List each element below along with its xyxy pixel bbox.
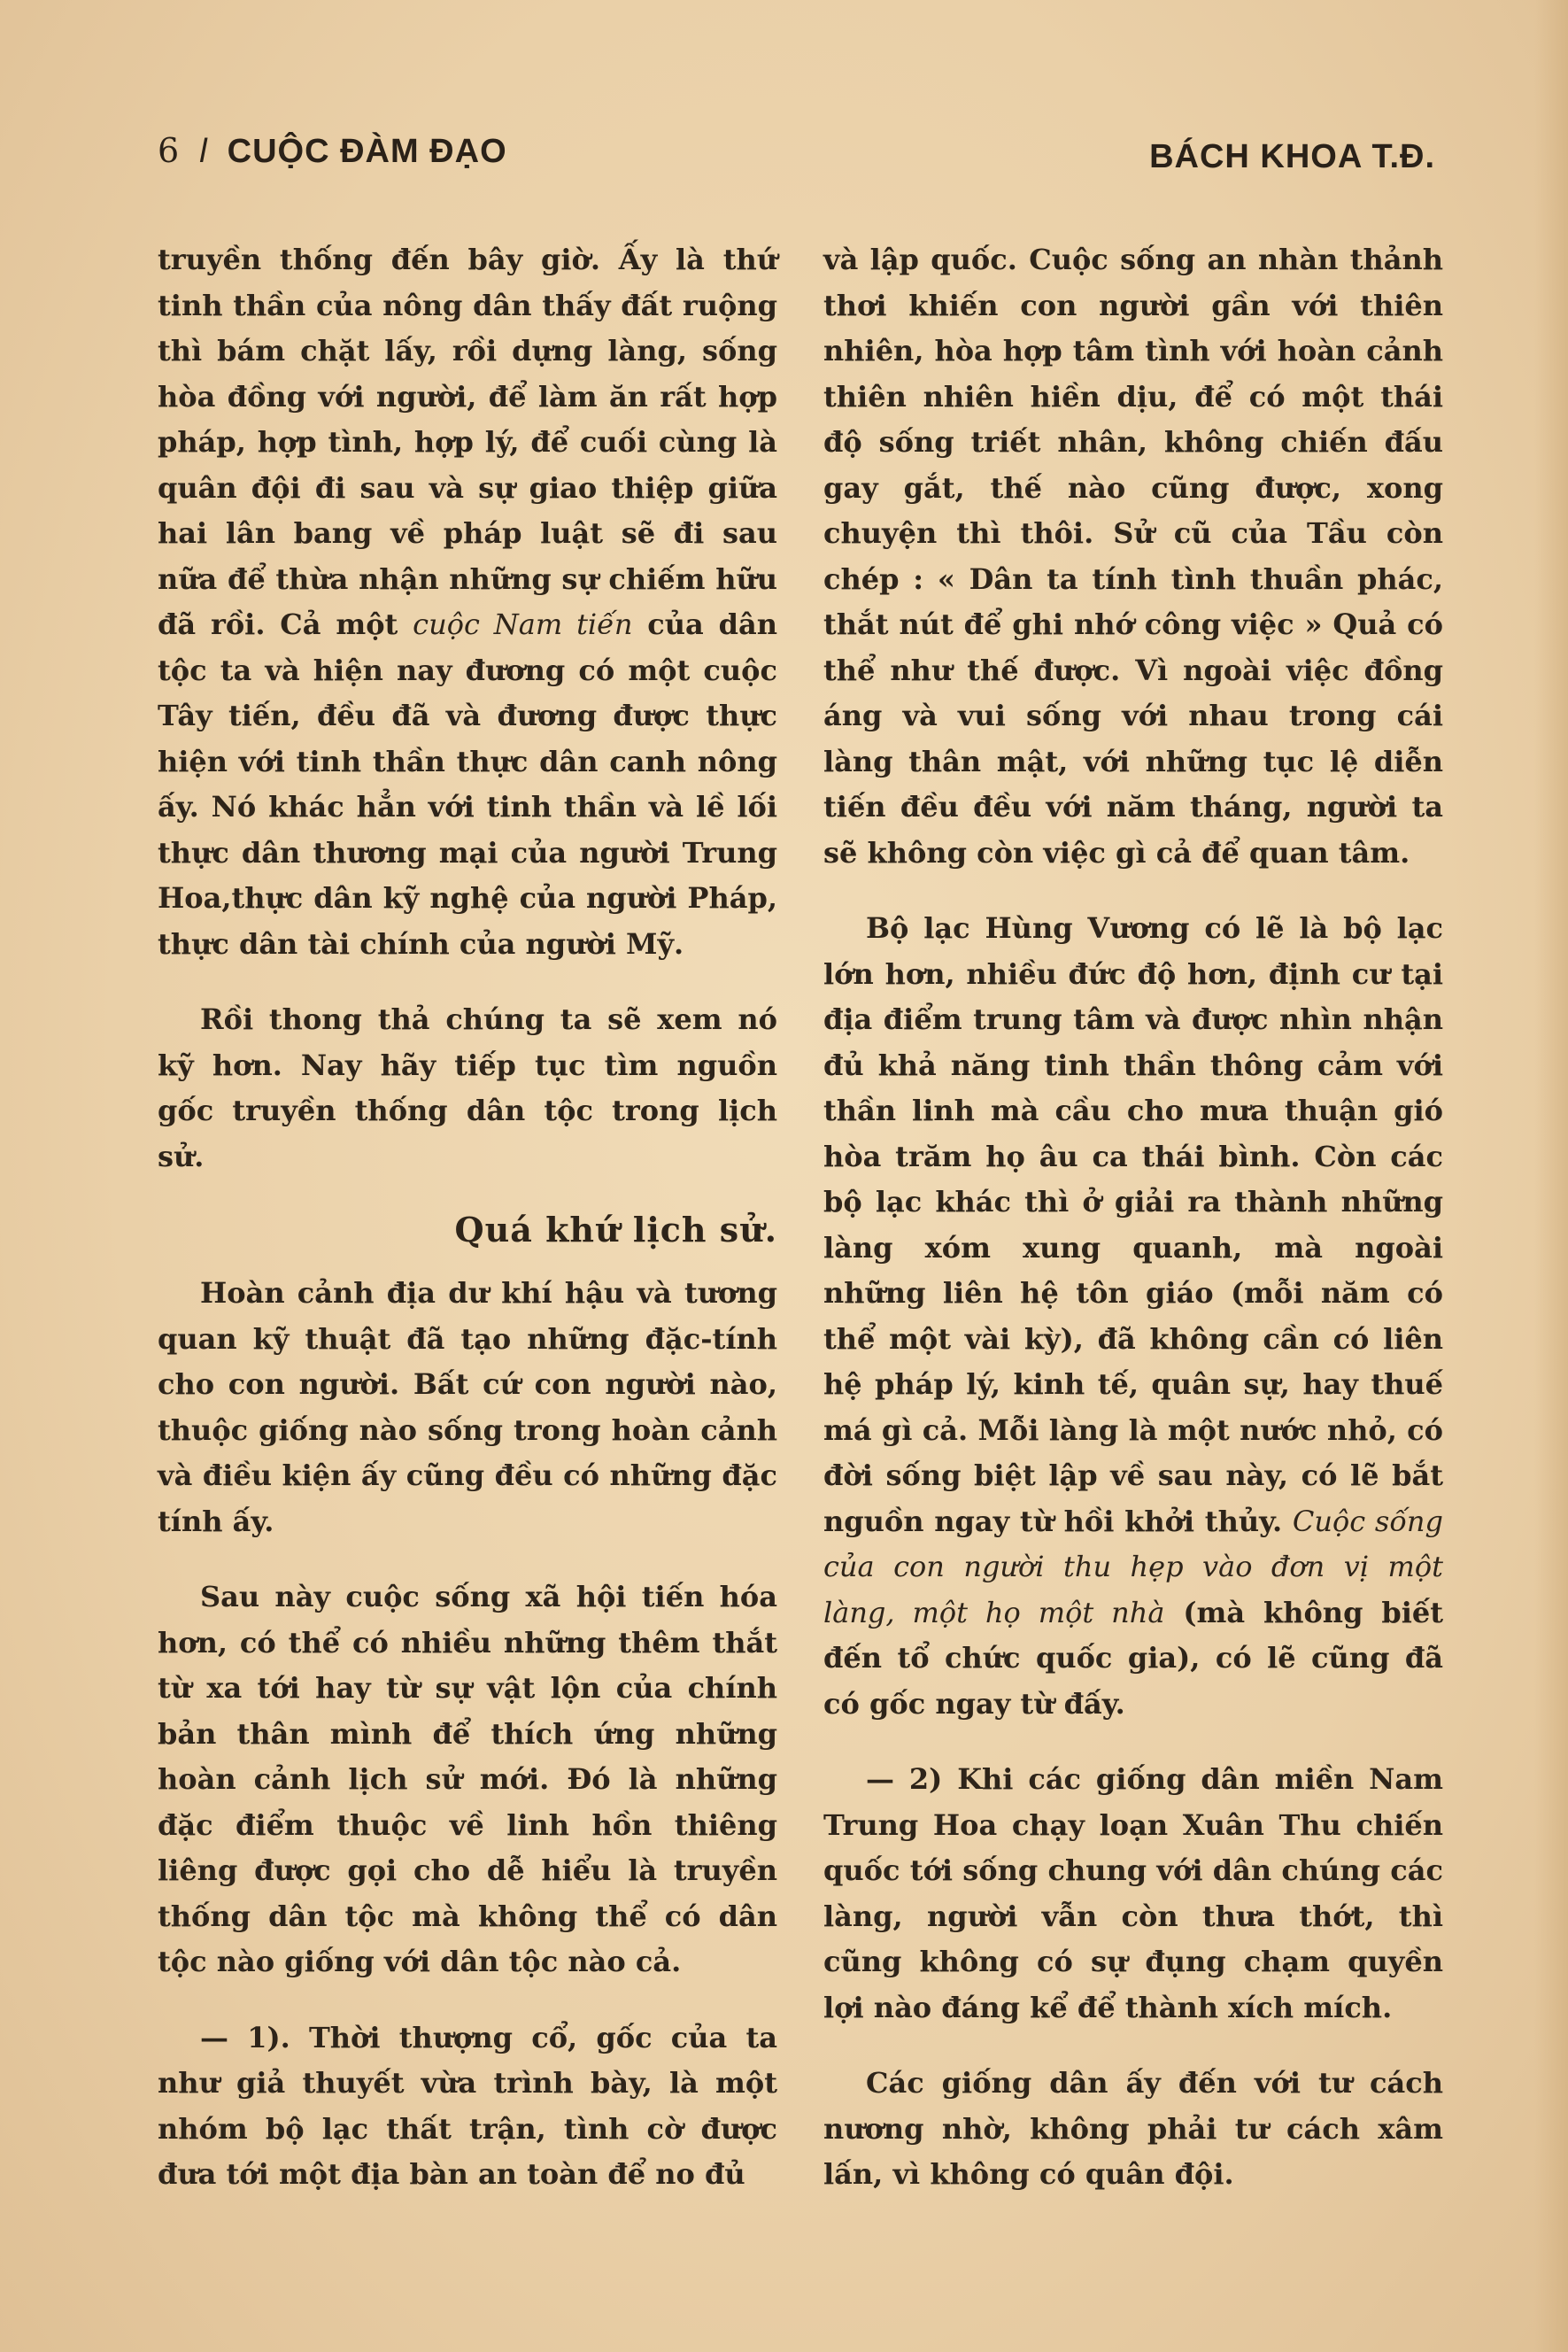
header-separator: l <box>199 133 208 170</box>
right-p2-text: Bộ lạc Hùng Vương có lẽ là bộ lạc lớn hơn, nhiều đức độ hơn, định cư tại địa điểm trung tâm và được nhìn nhận đủ khả năng tinh thần thông cảm với thần linh mà cầu cho mưa thuận gió hòa trăm họ âu ca thái bình. Còn các bộ lạc khác thì ở giải ra thành những làng xóm xung quanh, mà ngoài những liên hệ tôn giáo (mỗi năm có thể một vài kỳ), đã không cần có liên hệ pháp lý, kinh tế, quân sự, hay thuế má gì cả. Mỗi làng là một nước nhỏ, có đời sống biệt lập về sau này, có lẽ bắt nguồn ngay từ hồi khởi thủy. <box>823 911 1443 1538</box>
page-header <box>158 131 1435 184</box>
left-p1-end: của dân tộc ta và hiện nay đương có một cuộc Tây tiến, đều đã và đương được thực hiện với tinh thần thực dân canh nông ấy. Nó khác hẳn với tinh thần và lề lối thực dân thương mại của người Trung Hoa,thực dân kỹ nghệ của người Pháp, thực dân tài chính của người Mỹ. <box>158 607 777 961</box>
section-title: CUỘC ĐÀM ĐẠO <box>227 133 507 170</box>
left-paragraph-3: Hoàn cảnh địa dư khí hậu và tương quan kỹ thuật đã tạo những đặc-tính cho con người. Bất cứ con người nào, thuộc giống nào sống trong hoàn cảnh và điều kiện ấy cũng đều có những đặc tính ấy. <box>158 1276 777 1538</box>
left-paragraph-2: Rồi thong thả chúng ta sẽ xem nó kỹ hơn. Nay hãy tiếp tục tìm nguồn gốc truyền thống dân tộc trong lịch sử. <box>158 1002 777 1173</box>
right-paragraph-1: và lập quốc. Cuộc sống an nhàn thảnh thơi khiến con người gần với thiên nhiên, hòa hợp tâm tình với hoàn cảnh thiên nhiên hiền dịu, để có một thái độ sống triết nhân, không chiến đấu gay gắt, thế nào cũng được, xong chuyện thì thôi. Sử cũ của Tầu còn chép : « Dân ta tính tình thuần phác, thắt nút để ghi nhớ công việc » Quả có thể như thế được. Vì ngoài việc đồng áng và vui sống với nhau trong cái làng thân mật, với những tục lệ diễn tiến đều đều với năm tháng, người ta sẽ không còn việc gì cả để quan tâm. <box>823 243 1443 870</box>
page-number: 6 <box>158 131 181 170</box>
left-paragraph-1 <box>158 237 777 967</box>
right-paragraph-3: — 2) Khi các giống dân miền Nam Trung Hoa chạy loạn Xuân Thu chiến quốc tới sống chung với dân chúng các làng, người vẫn còn thưa thớt, thì cũng không có sự đụng chạm quyền lợi nào đáng kể để thành xích mích. <box>823 1762 1443 2024</box>
section-heading: Quá khứ lịch sử. <box>454 1210 777 1250</box>
publication-name: BÁCH KHOA T.Đ. <box>1149 138 1435 175</box>
left-paragraph-4: Sau này cuộc sống xã hội tiến hóa hơn, có thể có nhiều những thêm thắt từ xa tới hay từ sự vật lộn của chính bản thân mình để thích ứng những hoàn cảnh lịch sử mới. Đó là những đặc điểm thuộc về linh hồn thiêng liêng được gọi cho dễ hiểu là truyền thống dân tộc mà không thể có dân tộc nào giống với dân tộc nào cả. <box>158 1580 777 1978</box>
right-p2-end: (mà không biết đến tổ chức quốc gia), có lẽ cũng đã có gốc ngay từ đấy. <box>823 1595 1444 1721</box>
right-p2-italic: Cuộc sống của con người thu hẹp vào đơn vị một làng, một họ một nhà <box>823 1504 1444 1629</box>
left-paragraph-5: — 1). Thời thượng cổ, gốc của ta như giả thuyết vừa trình bày, là một nhóm bộ lạc thất trận, tình cờ được đưa tới một địa bàn an toàn để no đủ <box>158 2020 777 2191</box>
left-p1-italic: cuộc Nam tiến <box>413 607 633 641</box>
left-p1-text: truyền thống đến bây giờ. Ấy là thứ tinh thần của nông dân thấy đất ruộng thì bám chặt lấy, rồi dựng làng, sống hòa đồng với người, để làm ăn rất hợp pháp, hợp tình, hợp lý, để cuối cùng là quân đội đi sau và sự giao thiệp giữa hai lân bang về pháp luật sẽ đi sau nữa để thừa nhận những sự chiếm hữu đã rồi. Cả một <box>158 243 777 641</box>
right-paragraph-2 <box>823 906 1443 1727</box>
right-paragraph-4: Các giống dân ấy đến với tư cách nương nhờ, không phải tư cách xâm lấn, vì không có quân đội. <box>823 2066 1443 2191</box>
right-column <box>823 237 1443 2228</box>
header-left <box>158 131 507 171</box>
left-column <box>158 237 777 2228</box>
